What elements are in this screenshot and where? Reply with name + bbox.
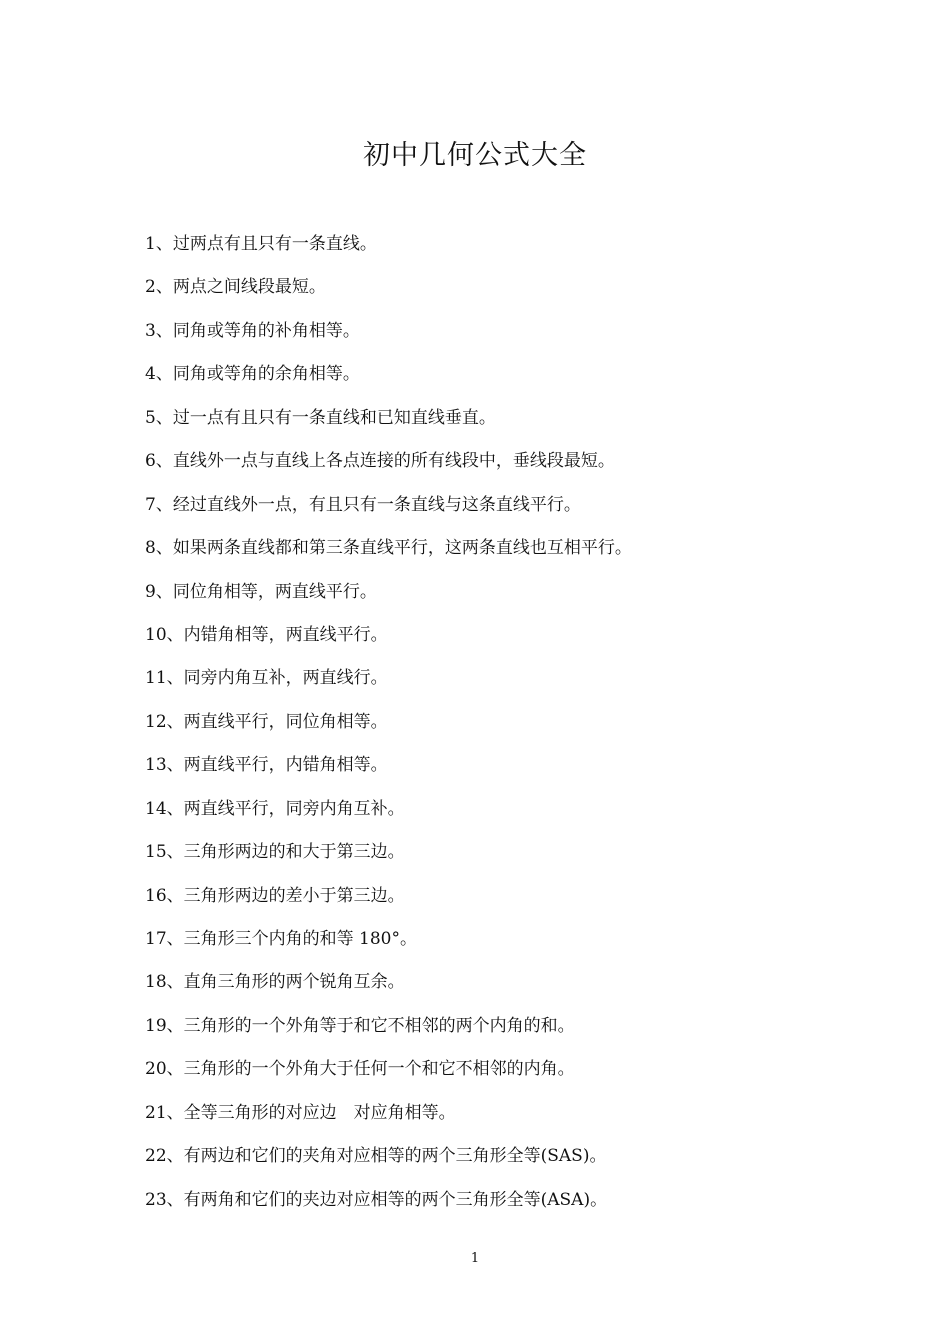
list-item: 18、直角三角形的两个锐角互余。 [145,972,405,993]
page-number: 1 [470,1251,480,1266]
list-item: 21、全等三角形的对应边 对应角相等。 [145,1102,456,1123]
list-item: 23、有两角和它们的夹边对应相等的两个三角形全等(ASA)。 [145,1189,608,1210]
list-item: 3、同角或等角的补角相等。 [145,320,360,341]
list-item: 16、三角形两边的差小于第三边。 [145,885,405,906]
list-item: 19、三角形的一个外角等于和它不相邻的两个内角的和。 [145,1015,575,1036]
list-item: 4、同角或等角的余角相等。 [145,364,360,385]
list-item: 6、直线外一点与直线上各点连接的所有线段中，垂线段最短。 [145,451,615,472]
document-title: 初中几何公式大全 [363,140,587,171]
list-item: 9、同位角相等，两直线平行。 [145,581,377,602]
list-item: 5、过一点有且只有一条直线和已知直线垂直。 [145,407,496,428]
list-item: 12、两直线平行，同位角相等。 [145,711,388,732]
theorem-list [145,230,845,1229]
list-item: 10、内错角相等，两直线平行。 [145,624,388,645]
list-item: 20、三角形的一个外角大于任何一个和它不相邻的内角。 [145,1059,575,1080]
list-item: 22、有两边和它们的夹角对应相等的两个三角形全等(SAS)。 [145,1146,607,1167]
list-item: 1、过两点有且只有一条直线。 [145,234,377,254]
list-item: 11、同旁内角互补，两直线行。 [145,668,388,689]
list-item: 8、如果两条直线都和第三条直线平行，这两条直线也互相平行。 [145,538,632,559]
list-item: 13、两直线平行，内错角相等。 [145,755,388,776]
list-item: 15、三角形两边的和大于第三边。 [145,842,405,863]
list-item: 14、两直线平行，同旁内角互补。 [145,798,405,819]
list-item: 7、经过直线外一点，有且只有一条直线与这条直线平行。 [145,494,581,515]
list-item: 17、三角形三个内角的和等 180°。 [145,929,417,949]
list-item: 2、两点之间线段最短。 [145,277,326,298]
